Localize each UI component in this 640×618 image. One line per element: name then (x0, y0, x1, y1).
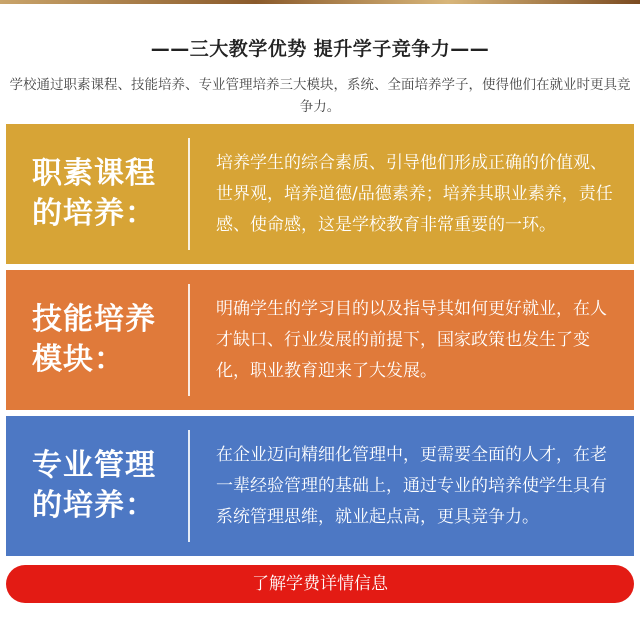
card-divider (188, 284, 190, 396)
card-title-line2: 的培养： (32, 488, 156, 523)
card-title-line1: 技能培养 (32, 302, 156, 337)
card-management-training (6, 416, 634, 556)
card-description: 在企业迈向精细化管理中，更需要全面的人才，在老一辈经验管理的基础上，通过专业的培养使学生具有系统管理思维，就业起点高，更具竞争力。 (216, 444, 607, 527)
card-title (32, 124, 172, 264)
card-divider (188, 138, 190, 250)
card-skill-training (6, 270, 634, 410)
card-title (32, 270, 172, 410)
card-divider (188, 430, 190, 542)
card-title (32, 416, 172, 556)
card-description: 培养学生的综合素质、引导他们形成正确的价值观、世界观，培养道德/品德素养；培养其职业素养，责任感、使命感，这是学校教育非常重要的一环。 (216, 152, 613, 235)
top-banner-strip (0, 0, 640, 4)
tuition-details-button[interactable]: 了解学费详情信息 (6, 565, 634, 603)
card-description: 明确学生的学习目的以及指导其如何更好就业，在人才缺口、行业发展的前提下，国家政策也发生了变化，职业教育迎来了大发展。 (216, 298, 607, 381)
card-title-line1: 专业管理 (32, 448, 156, 483)
card-title-line1: 职素课程 (32, 156, 156, 191)
card-title-line2: 的培养： (32, 196, 156, 231)
section-intro: 学校通过职素课程、技能培养、专业管理培养三大模块，系统、全面培养学子，使得他们在就业时更具竞争力。 (9, 77, 631, 115)
card-professional-quality (6, 124, 634, 264)
card-title-line2: 模块： (32, 342, 125, 377)
section-heading: ——三大教学优势 提升学子竞争力—— (150, 38, 490, 60)
